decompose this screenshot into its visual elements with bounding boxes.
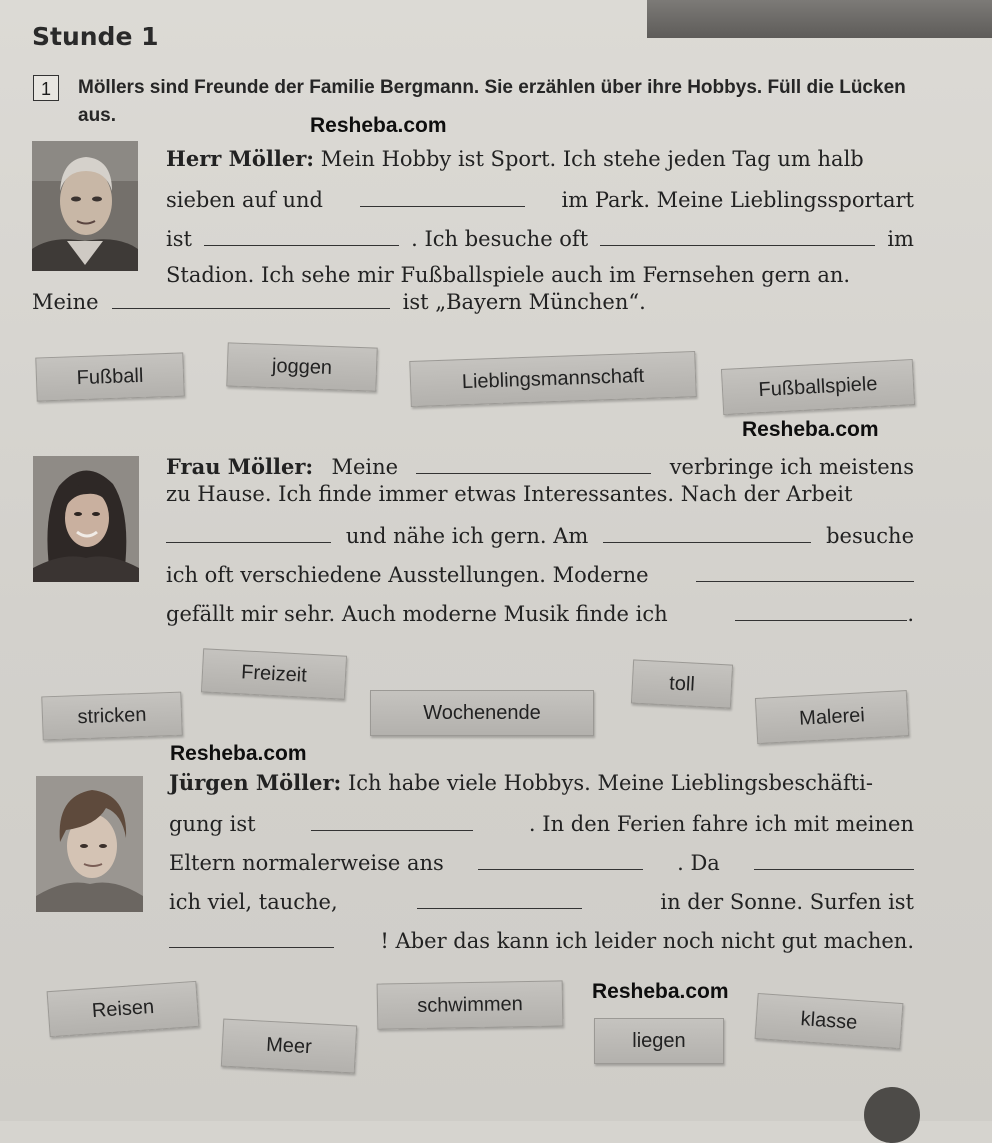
speaker-name: Frau Möller: (166, 454, 314, 479)
text: Meine (331, 455, 399, 479)
word-card[interactable]: Wochenende (370, 690, 594, 736)
blank-field[interactable] (360, 185, 525, 207)
herr-moeller-text (166, 146, 914, 302)
portrait-frau-moeller (33, 456, 139, 582)
text: ! Aber das kann ich leider noch nicht gut machen. (380, 929, 914, 953)
watermark: Resheba.com (310, 114, 447, 137)
text: ich oft verschiedene Ausstellungen. Moderne (166, 563, 649, 587)
text: ich viel, tauche, (169, 890, 338, 914)
text: gung ist (169, 812, 256, 836)
word-card[interactable]: Meer (221, 1019, 357, 1074)
blank-field[interactable] (754, 848, 914, 870)
watermark: Resheba.com (592, 980, 729, 1003)
text: gefällt mir sehr. Auch moderne Musik finde ich (166, 602, 668, 626)
text: Ich habe viele Hobbys. Meine Lieblingsbeschäfti- (347, 771, 873, 795)
juergen-moeller-text (169, 770, 914, 965)
text: verbringe ich meistens (669, 455, 914, 479)
page-title: Stunde 1 (32, 22, 159, 51)
text: im (887, 227, 914, 251)
word-card[interactable]: joggen (226, 342, 377, 391)
frau-moeller-text (166, 452, 914, 638)
text: Eltern normalerweise ans (169, 851, 444, 875)
blank-field[interactable] (735, 599, 907, 621)
portrait-juergen-moeller (36, 776, 143, 912)
blank-field[interactable] (417, 887, 582, 909)
word-card[interactable]: Malerei (755, 690, 909, 744)
text: Meine (32, 290, 99, 314)
portrait-herr-moeller (32, 141, 138, 271)
text: ist (166, 227, 192, 251)
word-card[interactable]: Reisen (47, 981, 200, 1037)
word-card[interactable]: Fußballspiele (721, 359, 915, 415)
corner-band (647, 0, 992, 38)
speaker-name: Jürgen Möller: (169, 770, 342, 795)
word-card[interactable]: Freizeit (201, 648, 347, 699)
task-number: 1 (33, 75, 59, 101)
text: zu Hause. Ich finde immer etwas Interessantes. Nach der Arbeit (166, 482, 853, 506)
text: . In den Ferien fahre ich mit meinen (528, 812, 914, 836)
blank-field[interactable] (204, 224, 399, 246)
word-card[interactable]: stricken (41, 692, 182, 741)
blank-field[interactable] (112, 287, 390, 309)
text: sieben auf und (166, 188, 323, 212)
text: im Park. Meine Lieblingssportart (561, 188, 914, 212)
text: Mein Hobby ist Sport. Ich stehe jeden Tag um halb (320, 147, 864, 171)
blank-field[interactable] (169, 926, 334, 948)
word-card[interactable]: toll (631, 659, 733, 708)
speaker-name: Herr Möller: (166, 146, 315, 171)
text: besuche (826, 524, 914, 548)
blank-field[interactable] (603, 521, 811, 543)
word-card[interactable]: Fußball (35, 352, 184, 401)
watermark: Resheba.com (742, 418, 879, 441)
text: und nähe ich gern. Am (345, 524, 589, 548)
herr-moeller-text-end (32, 287, 732, 326)
text: Stadion. Ich sehe mir Fußballspiele auch im Fernsehen gern an. (166, 263, 851, 287)
blank-field[interactable] (416, 452, 651, 474)
text: . Da (677, 851, 720, 875)
blank-field[interactable] (600, 224, 875, 246)
word-card[interactable]: klasse (755, 993, 904, 1049)
word-card[interactable]: liegen (594, 1018, 724, 1064)
page-number-circle (864, 1087, 920, 1143)
text: ist „Bayern München“. (402, 290, 646, 314)
text: in der Sonne. Surfen ist (660, 890, 914, 914)
word-card[interactable]: schwimmen (377, 980, 564, 1029)
task-instruction: Möllers sind Freunde der Familie Bergmann. Sie erzählen über ihre Hobbys. Füll die Lücken aus. (78, 77, 906, 126)
text: . (907, 602, 914, 626)
blank-field[interactable] (696, 560, 914, 582)
word-card[interactable]: Lieblingsmannschaft (409, 351, 696, 407)
watermark: Resheba.com (170, 742, 307, 765)
blank-field[interactable] (311, 809, 473, 831)
blank-field[interactable] (166, 521, 331, 543)
text: . Ich besuche oft (411, 227, 589, 251)
blank-field[interactable] (478, 848, 643, 870)
